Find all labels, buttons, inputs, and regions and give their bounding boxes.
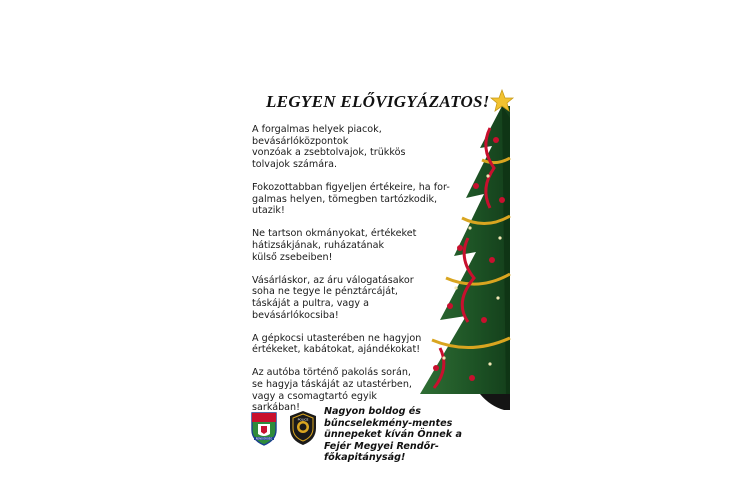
advice-paragraph-5: A gépkocsi utasterében ne hagyjon értékeket, kabátokat, ajándékokat! [252, 332, 422, 356]
poster [244, 88, 510, 464]
county-crest-icon [250, 410, 278, 446]
advice-paragraph-1: A forgalmas helyek piacok, bevásárlóközpontok vonzóak a zsebtolvajok, trükkös tolvajok számára. [252, 124, 406, 170]
logo1-caption: RENDŐRSÉG [255, 437, 273, 441]
poster-title: LEGYEN ELŐVIGYÁZATOS! [266, 92, 490, 111]
advice-paragraph-2: Fokozottabban figyeljen értékeire, ha for- galmas helyen, tömegben tartózkodik, utazik! [252, 181, 450, 217]
greeting-message: Nagyon boldog és bűncselekmény-mentes ünnepeket kíván Önnek a Fejér Megyei Rendőr-főkapitányság! [324, 406, 462, 464]
police-badge-icon [288, 410, 318, 446]
logo2-caption: POLICE [297, 417, 309, 422]
advice-text [252, 124, 472, 425]
advice-paragraph-6: Az autóba történő pakolás során, se hagyja táskáját az utastérben, vagy a csomagtartó egyik sarkában! [252, 367, 412, 414]
advice-paragraph-3: Ne tartson okmányokat, értékeket hátizsákjának, ruházatának külső zsebeiben! [252, 228, 417, 263]
advice-paragraph-4: Vásárláskor, az áru válogatásakor soha ne tegye le pénztárcáját, táskáját a pultra, vagy a bevásárlókocsiba! [252, 274, 414, 321]
